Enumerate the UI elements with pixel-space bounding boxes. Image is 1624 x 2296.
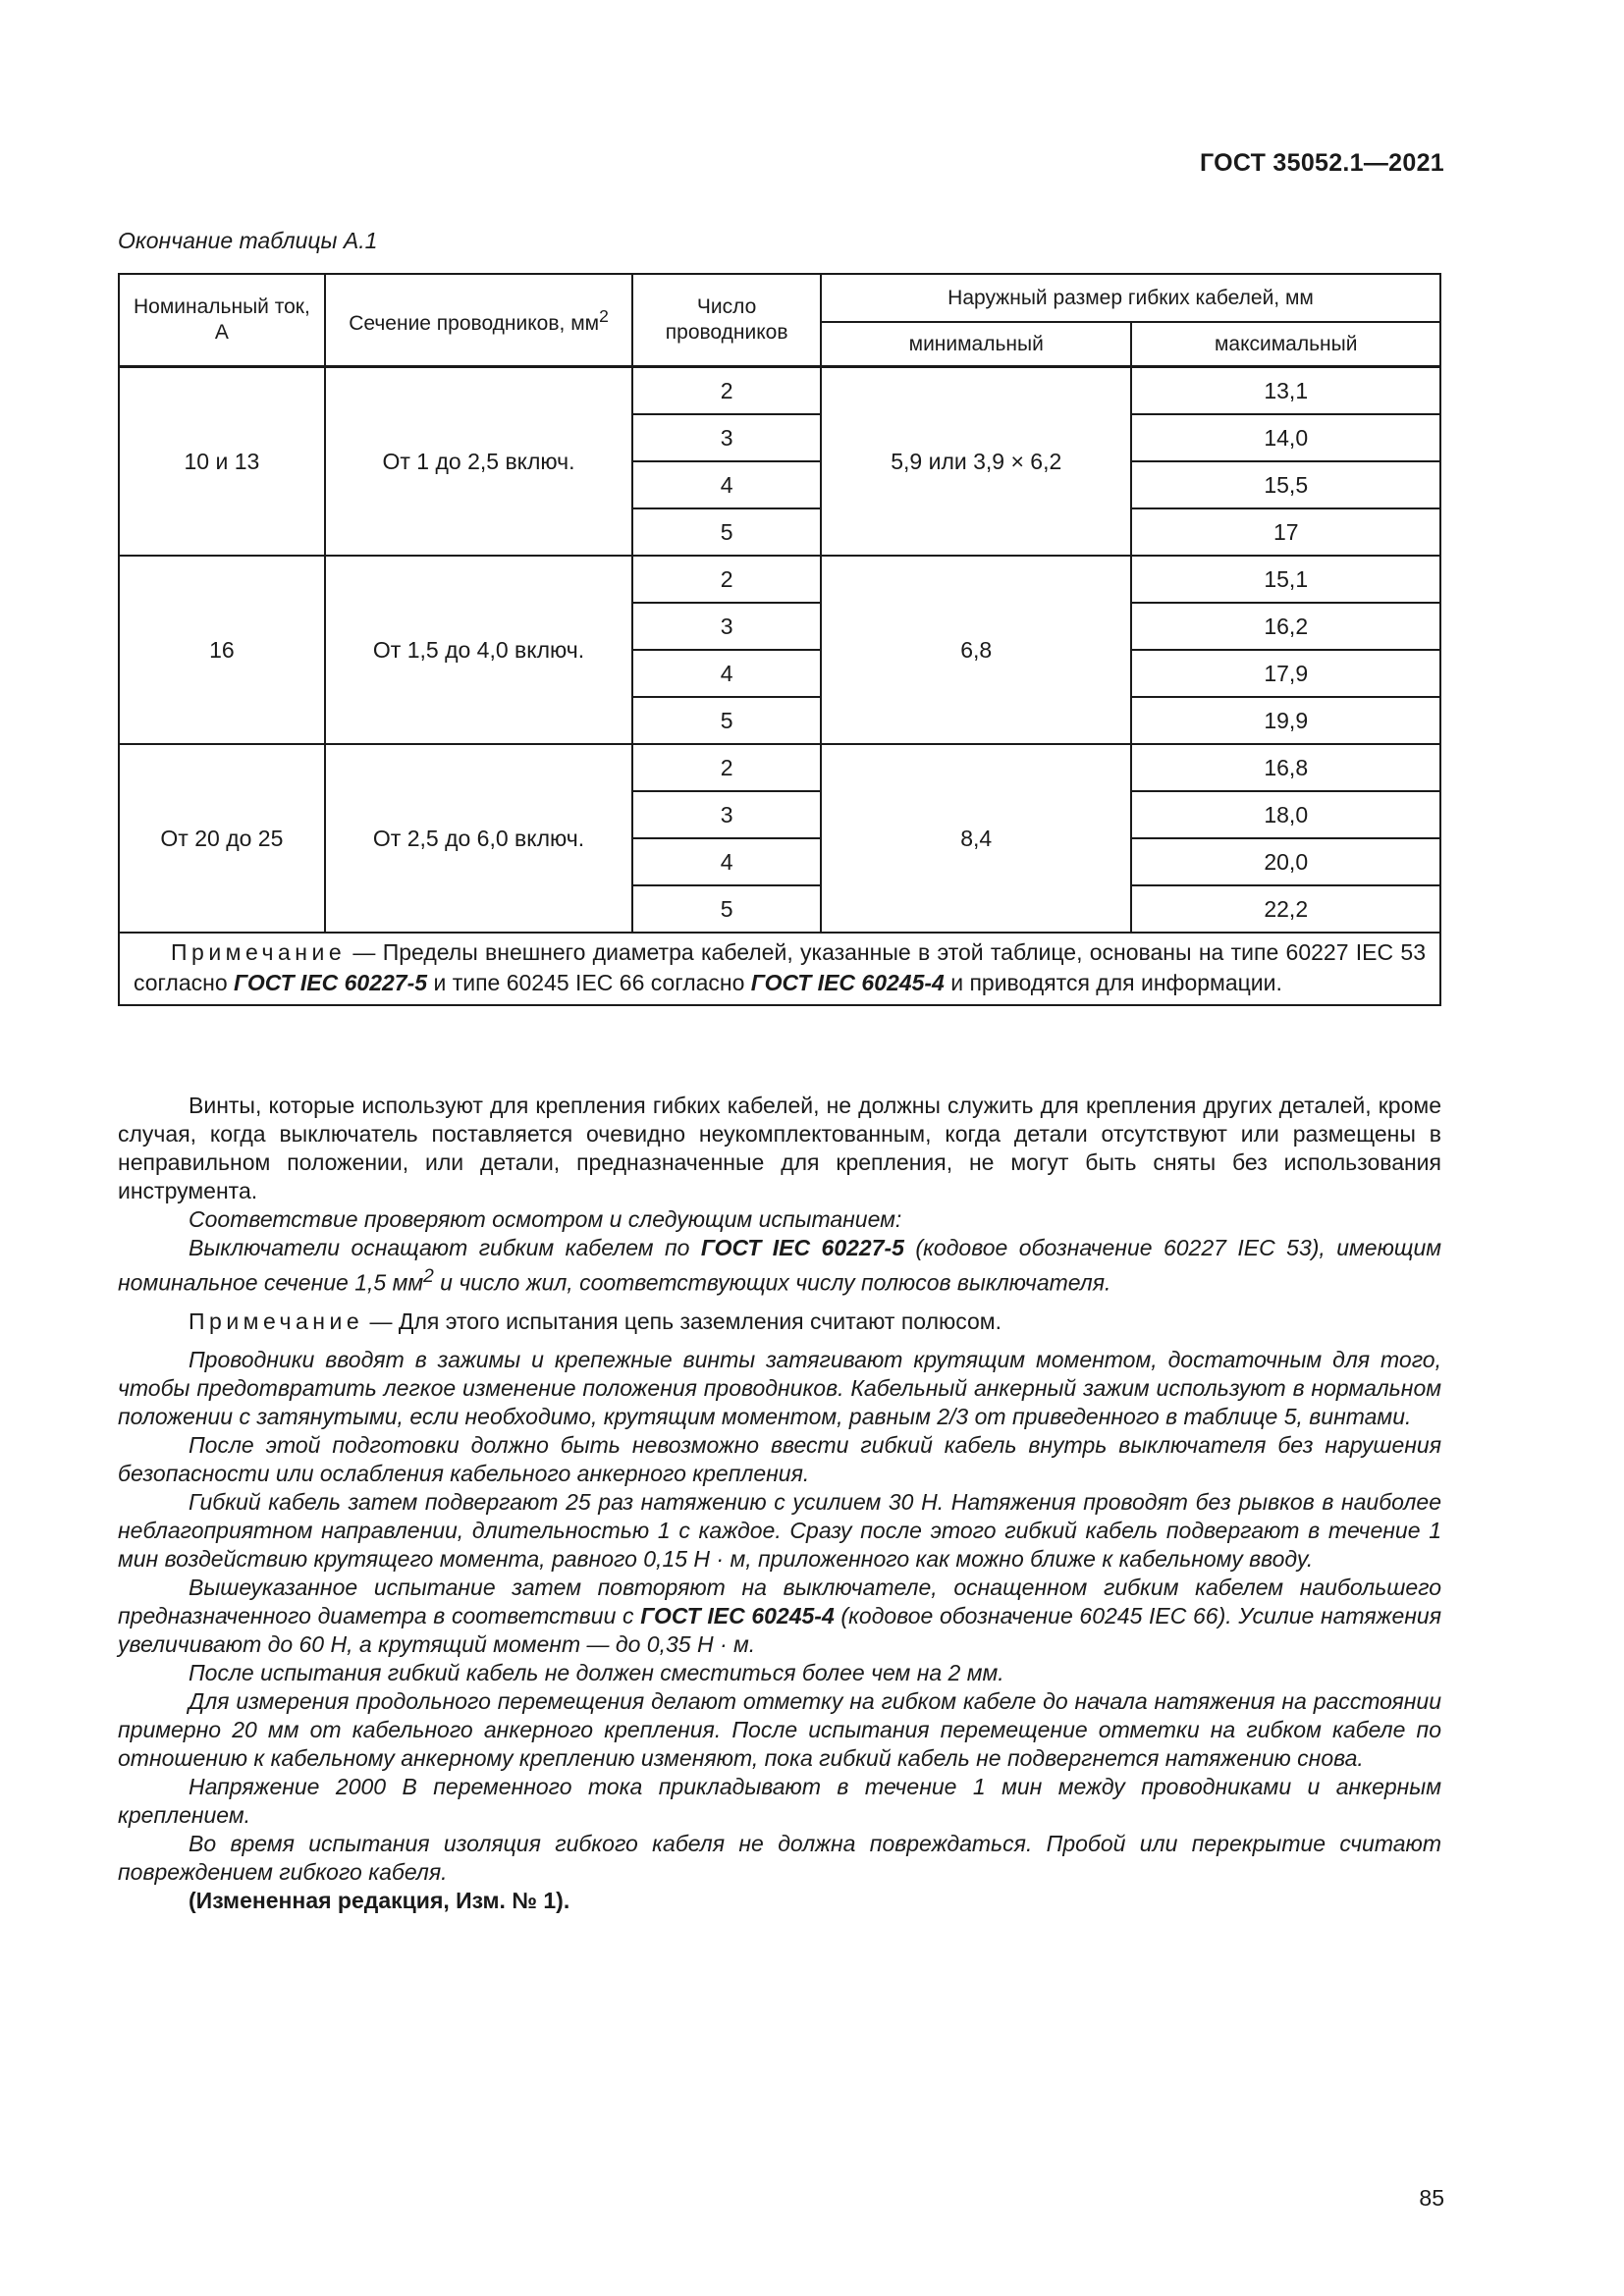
cell-current: От 20 до 25 — [119, 744, 325, 933]
cell-section: От 1,5 до 4,0 включ. — [325, 556, 632, 744]
cell-max: 17 — [1131, 508, 1440, 556]
cell-min: 6,8 — [821, 556, 1131, 744]
cell-count: 4 — [632, 838, 821, 885]
cell-max: 20,0 — [1131, 838, 1440, 885]
cell-count: 5 — [632, 508, 821, 556]
cell-max: 16,8 — [1131, 744, 1440, 791]
cell-section: От 1 до 2,5 включ. — [325, 367, 632, 557]
p3-text-c: и число жил, соответствующих числу полюсов выключателя. — [433, 1269, 1111, 1296]
header-min: минимальный — [821, 322, 1131, 367]
paragraph: Соответствие проверяют осмотром и следующим испытанием: — [189, 1206, 902, 1232]
cell-count: 4 — [632, 650, 821, 697]
cell-count: 4 — [632, 461, 821, 508]
cell-count: 3 — [632, 603, 821, 650]
table-caption: Окончание таблицы А.1 — [118, 228, 378, 253]
table-note-row — [119, 933, 1440, 1005]
cell-current: 10 и 13 — [119, 367, 325, 557]
paragraph — [118, 1574, 1441, 1659]
p7-text-b: (кодовое обозначение 60245 IEC 66). Усилие натяжения увеличивают до 60 Н, а крутящий момент — до 0,35 Н · м. — [118, 1602, 1441, 1657]
paragraph: После испытания гибкий кабель не должен сместиться более чем на 2 мм. — [189, 1659, 1004, 1685]
cell-max: 18,0 — [1131, 791, 1440, 838]
cell-max: 22,2 — [1131, 885, 1440, 933]
cell-max: 19,9 — [1131, 697, 1440, 744]
body-text — [118, 1092, 1441, 1915]
header-outer-size: Наружный размер гибких кабелей, мм — [821, 274, 1440, 322]
note2-text: — Для этого испытания цепь заземления считают полюсом. — [363, 1308, 1002, 1334]
document-code: ГОСТ 35052.1—2021 — [1199, 149, 1444, 177]
cell-count: 2 — [632, 744, 821, 791]
note2-label: Примечание — [189, 1308, 364, 1334]
paragraph: Винты, которые используют для крепления гибких кабелей, не должны служить для крепления других деталей, кроме случая, когда выключатель поставляется очевидно неукомплектованным, когда детали отсутствуют или размещены в неправильном положении, или детали, предназначенные для крепления, не могут быть сняты без использования инструмента. — [118, 1093, 1441, 1203]
note-ref-2: ГОСТ IEC 60245-4 — [750, 970, 945, 995]
paragraph: После этой подготовки должно быть невозможно ввести гибкий кабель внутрь выключателя без нарушения безопасности или ослабления кабельного анкерного крепления. — [118, 1431, 1441, 1486]
paragraph: Для измерения продольного перемещения делают отметку на гибком кабеле до начала натяжения на расстоянии примерно 20 мм от кабельного анкерного крепления. После испытания перемещение отметки на гибком кабеле по отношению к кабельному анкерному креплению изменяют, пока гибкий кабель не подвергнется натяжению снова. — [118, 1687, 1441, 1771]
header-section-sup: 2 — [599, 306, 609, 326]
cell-current: 16 — [119, 556, 325, 744]
paragraph: Проводники вводят в зажимы и крепежные винты затягивают крутящим моментом, достаточным для того, чтобы предотвратить легкое изменение положения проводников. Кабельный анкерный зажим используют в нормальном положении с затянутыми, если необходимо, крутящим моментом, равным 2/3 от приведенного в таблице 5, винтами. — [118, 1346, 1441, 1429]
page-number: 85 — [1419, 2185, 1444, 2211]
cell-max: 14,0 — [1131, 414, 1440, 461]
cell-min: 5,9 или 3,9 × 6,2 — [821, 367, 1131, 557]
cell-count: 3 — [632, 414, 821, 461]
p7-ref: ГОСТ IEC 60245-4 — [640, 1602, 835, 1629]
table-row — [119, 556, 1440, 603]
cable-size-table — [118, 273, 1441, 1006]
note-label: Примечание — [171, 939, 347, 965]
p3-sup: 2 — [423, 1266, 434, 1287]
cell-max: 17,9 — [1131, 650, 1440, 697]
table-note — [119, 933, 1440, 1005]
header-max: максимальный — [1131, 322, 1440, 367]
note-text-3: и приводятся для информации. — [944, 970, 1282, 995]
header-count: Число проводников — [632, 274, 821, 367]
amendment-note: (Измененная редакция, Изм. № 1). — [189, 1887, 570, 1913]
paragraph: Во время испытания изоляция гибкого кабеля не должна повреждаться. Пробой или перекрытие считают повреждением гибкого кабеля. — [118, 1830, 1441, 1885]
table-row — [119, 367, 1440, 415]
cell-max: 13,1 — [1131, 367, 1440, 415]
p3-ref: ГОСТ IEC 60227-5 — [700, 1235, 904, 1260]
note-paragraph — [118, 1308, 1441, 1336]
paragraph: Напряжение 2000 В переменного тока прикладывают в течение 1 мин между проводниками и анкерным креплением. — [118, 1773, 1441, 1828]
note-ref-1: ГОСТ IEC 60227-5 — [234, 970, 428, 995]
paragraph: Гибкий кабель затем подвергают 25 раз натяжению с усилием 30 Н. Натяжения проводят без рывков в наиболее неблагоприятном направлении, длительностью 1 с каждое. Сразу после этого гибкий кабель подвергают в течение 1 мин воздействию крутящего момента, равного 0,15 Н · м, приложенного как можно ближе к кабельному вводу. — [118, 1488, 1441, 1572]
note-text-1: — Пределы внешнего диаметра кабелей, указанные в этой таблице, основаны на типе 60227 IEC 53 согласно — [134, 939, 1426, 995]
cell-min: 8,4 — [821, 744, 1131, 933]
header-section — [325, 274, 632, 367]
cell-max: 15,5 — [1131, 461, 1440, 508]
cell-max: 15,1 — [1131, 556, 1440, 603]
note-text-2: и типе 60245 IEC 66 согласно — [427, 970, 751, 995]
table-row — [119, 744, 1440, 791]
cell-max: 16,2 — [1131, 603, 1440, 650]
cell-count: 5 — [632, 885, 821, 933]
header-section-text: Сечение проводников, мм — [349, 312, 600, 335]
header-current: Номинальный ток, А — [119, 274, 325, 367]
p3-text-b: (кодовое обозначение 60227 IEC 53), имеющим номинальное сечение 1,5 мм — [118, 1235, 1441, 1296]
cell-section: От 2,5 до 6,0 включ. — [325, 744, 632, 933]
cell-count: 3 — [632, 791, 821, 838]
p3-text-a: Выключатели оснащают гибким кабелем по — [189, 1235, 701, 1260]
cell-count: 2 — [632, 367, 821, 415]
cell-count: 5 — [632, 697, 821, 744]
p7-text-a: Вышеуказанное испытание затем повторяют на выключателе, оснащенном гибким кабелем наибольшего предназначенного диаметра в соответствии с — [118, 1574, 1441, 1629]
paragraph — [118, 1234, 1441, 1298]
cell-count: 2 — [632, 556, 821, 603]
